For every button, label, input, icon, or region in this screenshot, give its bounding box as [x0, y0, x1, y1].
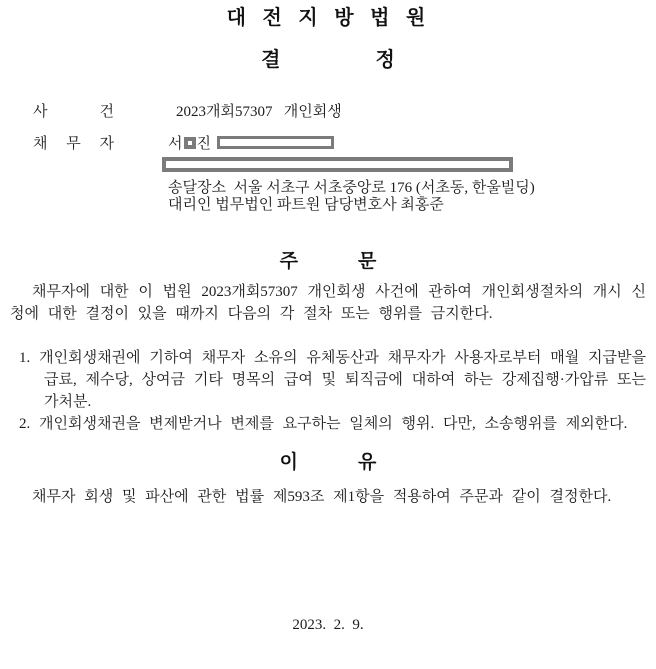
debtor-name-first: 서: [168, 136, 183, 152]
decision-title-left: 결: [261, 49, 281, 71]
iyu-section-heading: [10, 451, 646, 475]
iyu-body-paragraph: 채무자 회생 및 파산에 관한 법률 제593조 제1항을 적용하여 주문과 같이 결정한다.: [32, 489, 612, 505]
debtor-label: 채 무 자: [33, 136, 114, 152]
list-item-text: 개인회생채권에 기하여 채무자 소유의 유체동산과 채무자가 사용자로부터 매월 지급받을 급료, 제수당, 상여금 기타 명목의 급여 및 퇴직금에 대하여 하는 강제집행·가압류 또는 가처분.: [39, 350, 647, 410]
case-label: 사 건: [33, 104, 114, 120]
debtor-name: [168, 134, 334, 154]
list-item: [19, 347, 646, 413]
representative-line: 대리인 법무법인 파트원 담당변호사 최홍준: [168, 197, 444, 213]
prohibited-acts-list: [10, 347, 646, 435]
jumun-section-heading: [10, 250, 646, 274]
redaction-box-short: [217, 136, 334, 149]
service-address-line: 송달장소 서울 서초구 서초중앙로 176 (서초동, 한울빌딩): [168, 180, 535, 196]
court-name-heading: 대 전 지 방 법 원: [226, 7, 430, 29]
redaction-box-long: [162, 157, 513, 172]
list-item-number: 1.: [19, 350, 31, 366]
iyu-heading-left: 이: [279, 452, 298, 473]
jumun-heading-left: 주: [279, 251, 298, 272]
list-item-text: 개인회생채권을 변제받거나 변제를 요구하는 일체의 행위. 다만, 소송행위를 제외한다.: [39, 416, 628, 432]
jumun-body-paragraph: 채무자에 대한 이 법원 2023개회57307 개인회생 사건에 관하여 개인회생절차의 개시 신청에 대한 결정이 있을 때까지 다음의 각 절차 또는 행위를 금지한다.: [10, 284, 646, 322]
iyu-heading-right: 유: [358, 452, 377, 473]
list-item: [19, 413, 646, 435]
debtor-row: [10, 134, 646, 154]
case-number-value: 2023개회57307 개인회생: [176, 104, 342, 120]
case-number-row: [10, 102, 646, 122]
decision-title: [10, 48, 646, 72]
debtor-name-last: 진: [196, 136, 211, 152]
jumun-heading-right: 문: [358, 251, 377, 272]
decision-title-right: 정: [375, 49, 395, 71]
debtor-address-block: [168, 180, 646, 214]
decision-date: 2023. 2. 9.: [292, 617, 364, 633]
redaction-character-box: [184, 137, 196, 149]
list-item-number: 2.: [19, 416, 31, 432]
